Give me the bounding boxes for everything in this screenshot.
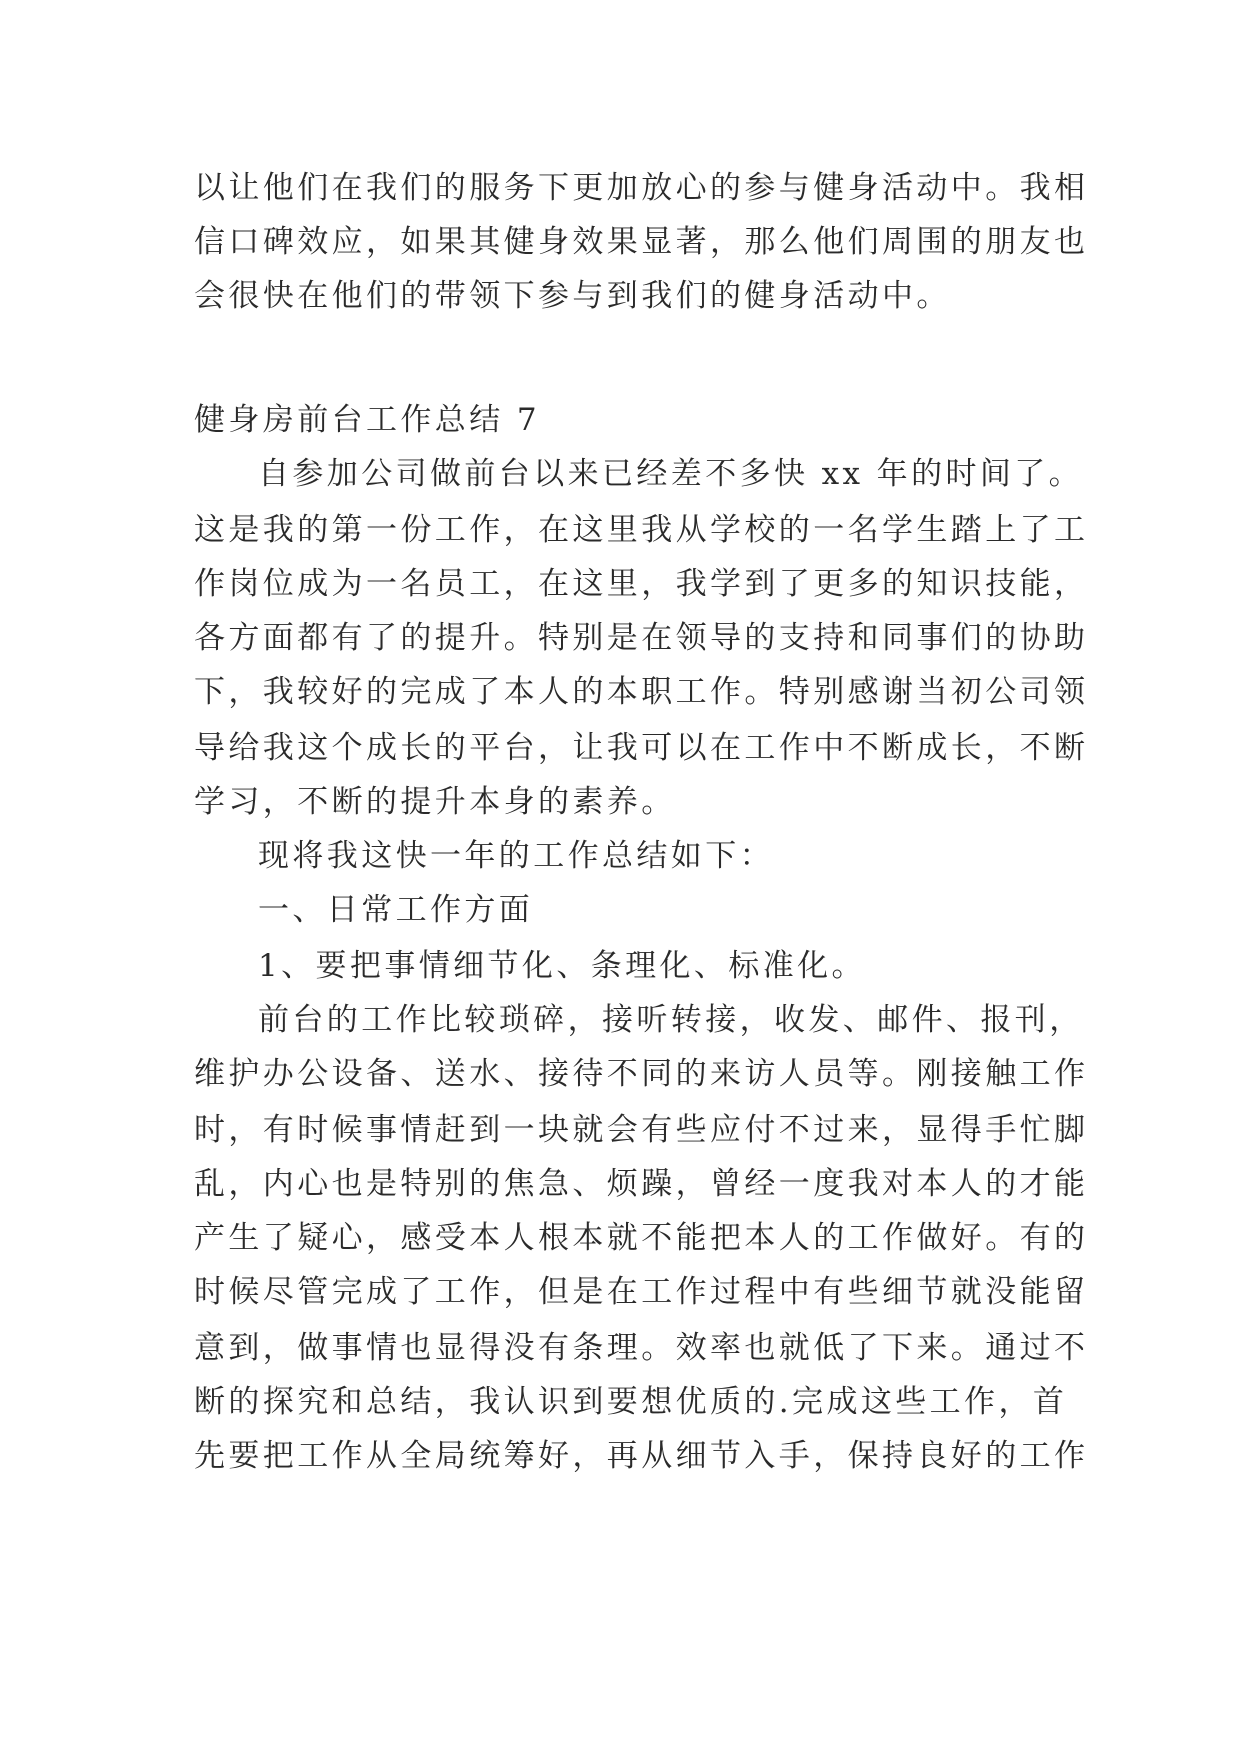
paragraph2-line-3: 时，有时候事情赶到一块就会有些应付不过来，显得手忙脚 <box>194 1112 1089 1148</box>
intro-line-2: 信口碑效应，如果其健身效果显著，那么他们周围的朋友也 <box>194 224 1089 260</box>
summary-intro: 现将我这快一年的工作总结如下： <box>258 838 774 874</box>
paragraph2-line-9: 先要把工作从全局统筹好，再从细节入手，保持良好的工作 <box>194 1438 1089 1474</box>
intro-line-3: 会很快在他们的带领下参与到我们的健身活动中。 <box>194 278 951 314</box>
heading-daily-work: 一、日常工作方面 <box>258 892 534 928</box>
paragraph2-line-1: 前台的工作比较琐碎，接听转接，收发、邮件、报刊， <box>258 1002 1084 1038</box>
paragraph1-line-4: 各方面都有了的提升。特别是在领导的支持和同事们的协助 <box>194 620 1089 656</box>
paragraph2-line-8: 断的探究和总结，我认识到要想优质的.完成这些工作，首 <box>194 1384 1068 1420</box>
intro-line-1: 以让他们在我们的服务下更加放心的参与健身活动中。我相 <box>194 170 1089 206</box>
paragraph1-line-5: 下，我较好的完成了本人的本职工作。特别感谢当初公司领 <box>194 674 1089 710</box>
paragraph1-line-3: 作岗位成为一名员工，在这里，我学到了更多的知识技能， <box>194 566 1089 602</box>
paragraph2-line-7: 意到，做事情也显得没有条理。效率也就低了下来。通过不 <box>194 1330 1089 1366</box>
paragraph1-line-7: 学习，不断的提升本身的素养。 <box>194 784 676 820</box>
paragraph2-line-2: 维护办公设备、送水、接待不同的来访人员等。刚接触工作 <box>194 1056 1089 1092</box>
paragraph2-line-6: 时候尽管完成了工作，但是在工作过程中有些细节就没能留 <box>194 1274 1089 1310</box>
section-title: 健身房前台工作总结 7 <box>194 402 540 438</box>
paragraph1-line-6: 导给我这个成长的平台，让我可以在工作中不断成长，不断 <box>194 730 1089 766</box>
item-1: 1、要把事情细节化、条理化、标准化。 <box>258 948 866 984</box>
paragraph1-line-1: 自参加公司做前台以来已经差不多快 xx 年的时间了。 <box>258 456 1084 492</box>
paragraph2-line-5: 产生了疑心，感受本人根本就不能把本人的工作做好。有的 <box>194 1220 1089 1256</box>
paragraph1-line-2: 这是我的第一份工作，在这里我从学校的一名学生踏上了工 <box>194 512 1089 548</box>
paragraph2-line-4: 乱，内心也是特别的焦急、烦躁，曾经一度我对本人的才能 <box>194 1166 1089 1202</box>
